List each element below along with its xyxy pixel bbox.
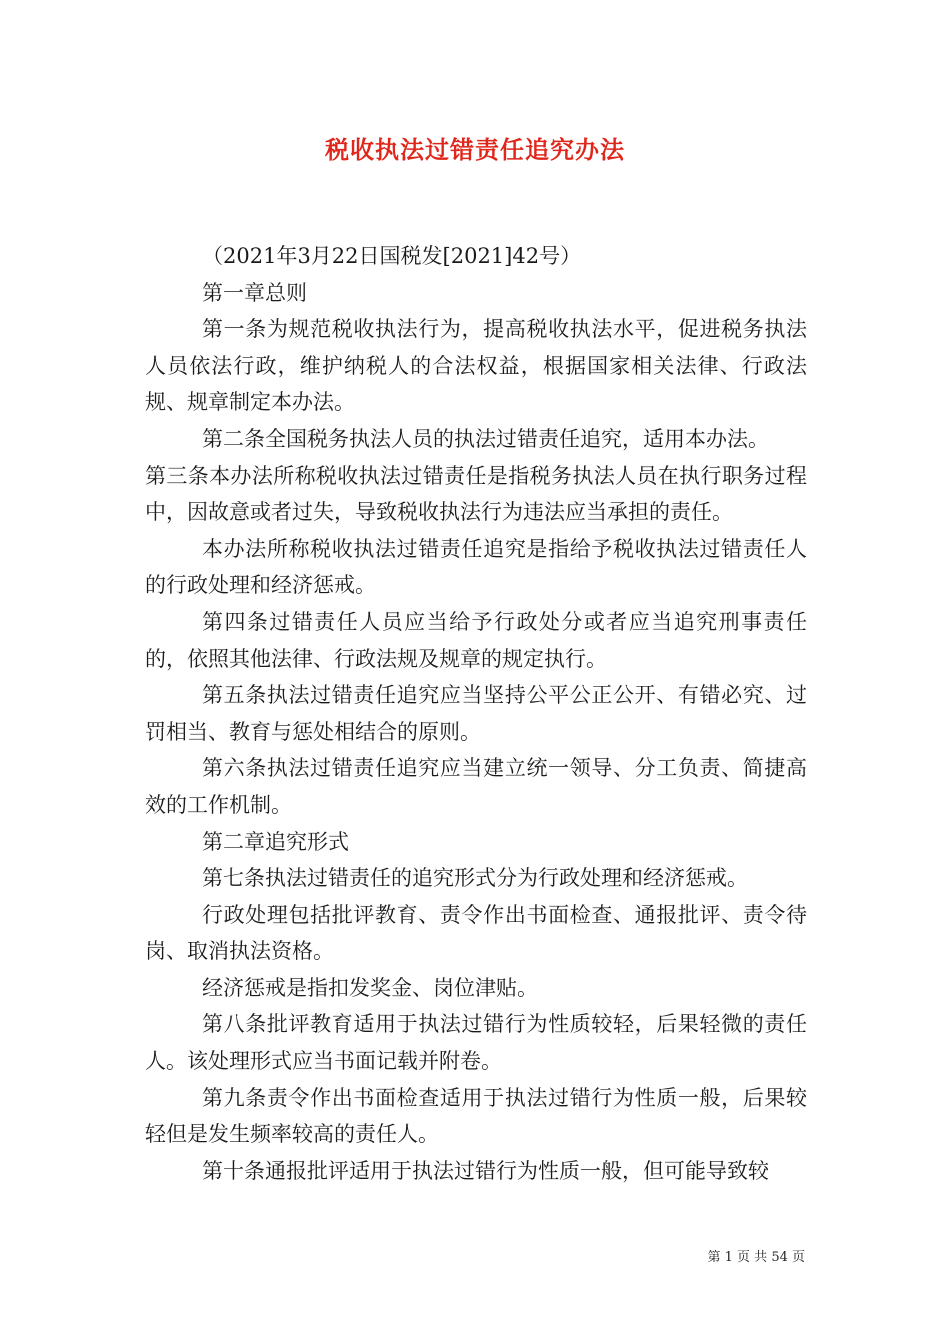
paragraph: 第十条通报批评适用于执法过错行为性质一般，但可能导致较: [202, 1158, 769, 1183]
paragraph: 第一条为规范税收执法行为，提高税收执法水平，促进税务执法人员依法行政，维护纳税人的合法权益，根据国家相关法律、行政法规、规章制定本办法。: [145, 317, 807, 415]
paragraph: 第九条责令作出书面检查适用于执法过错行为性质一般，后果较轻但是发生频率较高的责任人。: [145, 1085, 807, 1147]
page-number: 第 1 页 共 54 页: [707, 1250, 805, 1265]
paragraph: 第二条全国税务执法人员的执法过错责任追究，适用本办法。: [202, 426, 769, 451]
paragraph: （2021年3月22日国税发[2021]42号）: [202, 244, 582, 268]
paragraph: 第六条执法过错责任追究应当建立统一领导、分工负责、简捷高效的工作机制。: [145, 756, 807, 817]
document-title: 税收执法过错责任追究办法: [325, 135, 625, 164]
paragraph: 第四条过错责任人员应当给予行政处分或者应当追究刑事责任的，依照其他法律、行政法规及规章的规定执行。: [145, 609, 807, 671]
paragraph: 第三条本办法所称税收执法过错责任是指税务执法人员在执行职务过程中，因故意或者过失，导致税收执法行为违法应当承担的责任。: [145, 463, 807, 525]
paragraph: 第七条执法过错责任的追究形式分为行政处理和经济惩戒。: [202, 866, 748, 891]
paragraph: 第八条批评教育适用于执法过错行为性质较轻，后果轻微的责任人。该处理形式应当书面记载并附卷。: [145, 1012, 807, 1074]
paragraph: 经济惩戒是指扣发奖金、岗位津贴。: [202, 975, 538, 1000]
document-body: [145, 238, 807, 1189]
chapter-heading: 第二章追究形式: [202, 829, 349, 854]
chapter-heading: 第一章总则: [202, 280, 307, 305]
paragraph: 行政处理包括批评教育、责令作出书面检查、通报批评、责令待岗、取消执法资格。: [145, 902, 807, 964]
paragraph: 第五条执法过错责任追究应当坚持公平公正公开、有错必究、过罚相当、教育与惩处相结合的原则。: [145, 683, 807, 744]
paragraph: 本办法所称税收执法过错责任追究是指给予税收执法过错责任人的行政处理和经济惩戒。: [145, 536, 807, 598]
